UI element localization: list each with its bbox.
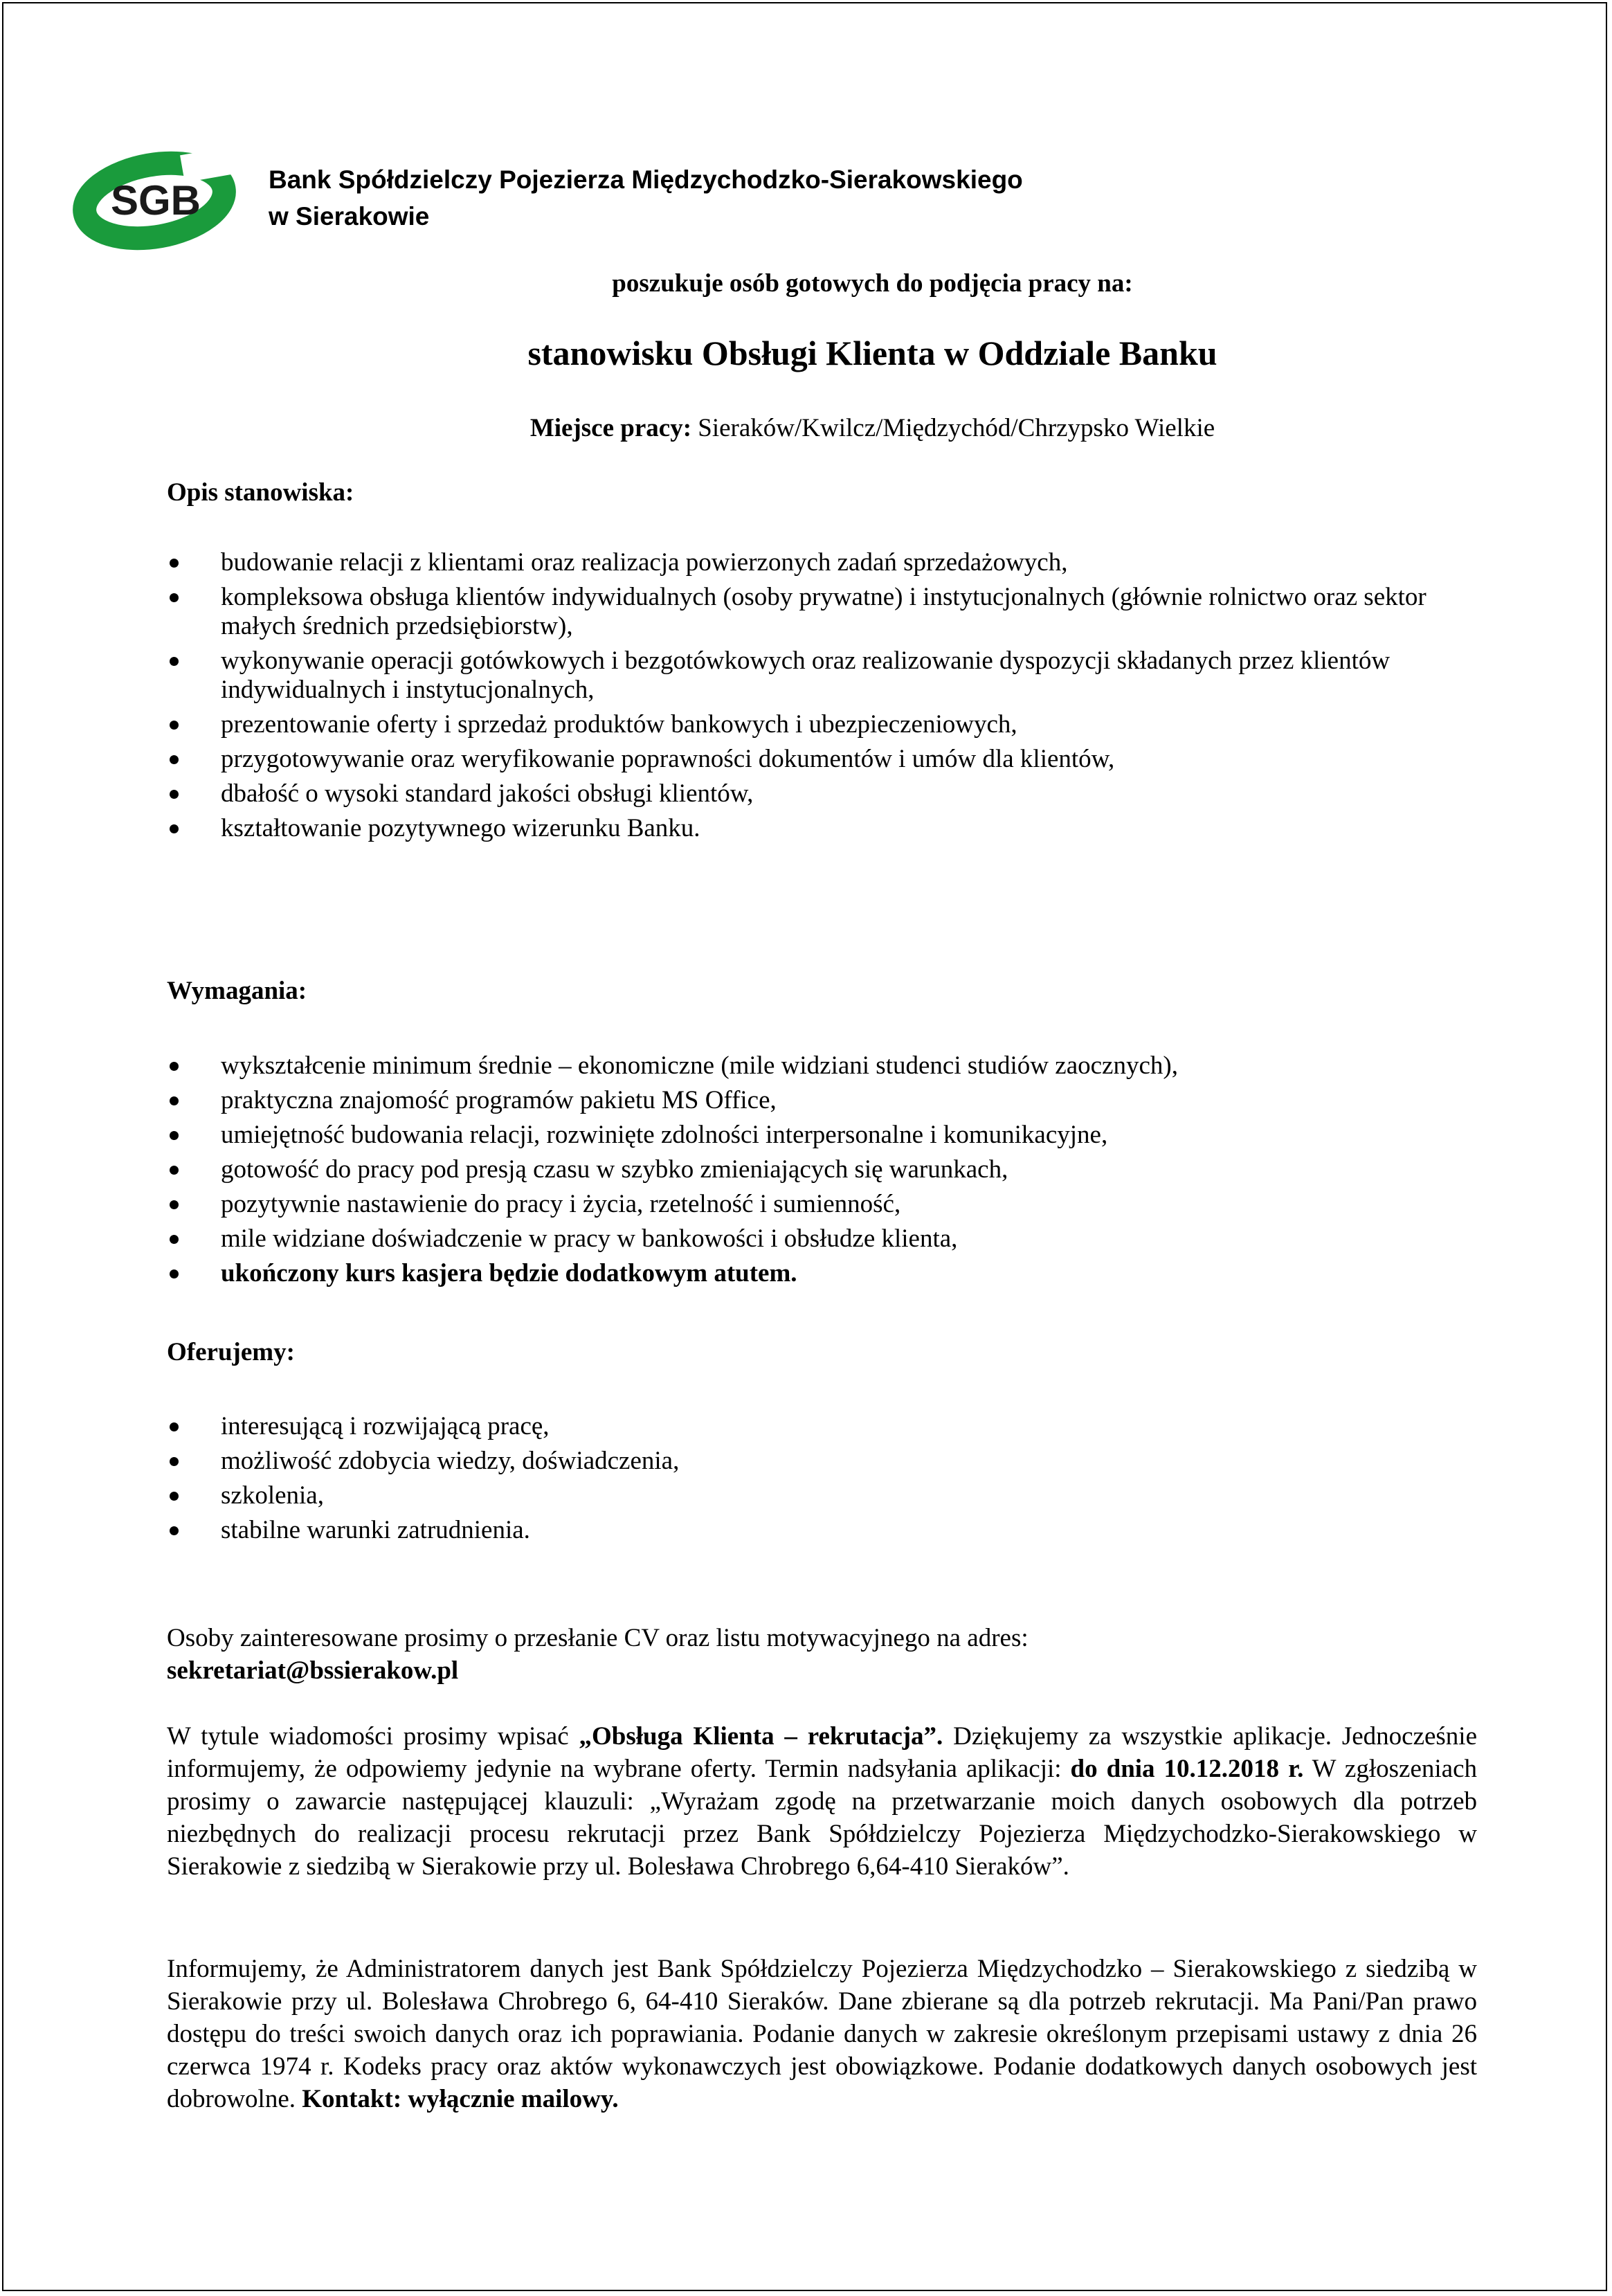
bullet-icon [170,790,179,799]
application-deadline: do dnia 10.12.2018 r. [1070,1755,1304,1783]
list-item: przygotowywanie oraz weryfikowanie poprawności dokumentów i umów dla klientów, [167,745,1477,774]
bullet-icon [170,1422,179,1431]
position-title: stanowisku Obsługi Klienta w Oddziale Banku [527,334,1217,372]
bank-name-line2: w Sierakowie [269,202,430,230]
list-item: ukończony kurs kasjera będzie dodatkowym atutem. [167,1259,1477,1288]
bullet-icon [170,824,179,833]
contact-line: Osoby zainteresowane prosimy o przesłanie CV oraz listu motywacyjnego na adres: [167,1624,1029,1652]
list-item: umiejętność budowania relacji, rozwinięte zdolności interpersonalne i komunikacyjne, [167,1121,1477,1150]
bullet-icon [170,1492,179,1501]
bullet-icon [170,1200,179,1209]
list-item: stabilne warunki zatrudnienia. [167,1516,1477,1545]
bullet-icon [170,721,179,730]
bank-name-line1: Bank Spółdzielczy Pojezierza Międzychodzko-Sierakowskiego [269,165,1023,194]
list-item: mile widziane doświadczenie w pracy w bankowości i obsłudze klienta, [167,1224,1477,1254]
bullet-icon [170,1269,179,1278]
seeking-line: poszukuje osób gotowych do podjęcia pracy na: [612,269,1133,298]
bullet-icon [170,1096,179,1105]
list-item: budowanie relacji z klientami oraz realizacja powierzonych zadań sprzedażowych, [167,548,1477,577]
gdpr-paragraph: Informujemy, że Administratorem danych jest Bank Spółdzielczy Pojezierza Międzychodzko – Sierakowskiego z siedzibą w Sierakowie przy ul. Bolesława Chrobrego 6, 64-410 Sieraków. Dane zbierane są dla potrzeb rekrutacji. Ma Pani/Pan prawo dostępu do treści swoich danych oraz ich poprawiania. Podanie danych w zakresie określonym przepisami ustawy z dnia 26 czerwca 1974 r. Kodeks pracy oraz aktów wykonawczych jest obowiązkowe. Podanie dodatkowych danych osobowych jest dobrowolne. Kontakt: wyłącznie mailowy. [167,1955,1477,2113]
list-item: wykonywanie operacji gotówkowych i bezgotówkowych oraz realizowanie dyspozycji składanych przez klientów indywidualnych i instytucjonalnych, [167,647,1477,705]
bullet-icon [170,593,179,602]
list-item: praktyczna znajomość programów pakietu MS Office, [167,1086,1477,1115]
bullet-icon [170,1457,179,1466]
list-item: wykształcenie minimum średnie – ekonomiczne (mile widziani studenci studiów zaocznych), [167,1051,1477,1081]
application-subject: „Obsługa Klienta – rekrutacja”. [579,1722,943,1751]
list-item: dbałość o wysoki standard jakości obsługi klientów, [167,779,1477,808]
bullet-icon [170,1235,179,1244]
requirements-heading: Wymagania: [167,977,307,1005]
list-item: interesującą i rozwijającą pracę, [167,1412,1477,1441]
application-paragraph: W tytule wiadomości prosimy wpisać „Obsługa Klienta – rekrutacja”. Dziękujemy za wszystkie aplikacje. Jednocześnie informujemy, że odpowiemy jedynie na wybrane oferty. Termin nadsyłania aplikacji: do dnia 10.12.2018 r. W zgłoszeniach prosimy o zawarcie następującej klauzuli: „Wyrażam zgodę na przetwarzanie moich danych osobowych dla potrzeb niezbędnych do realizacji procesu rekrutacji przez Bank Spółdzielczy Pojezierza Międzychodzko-Sierakowskiego w Sierakowie z siedzibą w Sierakowie przy ul. Bolesława Chrobrego 6,64-410 Sieraków”. [167,1722,1478,1881]
bullet-icon [170,1526,179,1535]
offer-list [167,1412,1477,1551]
bank-name [269,161,1023,235]
workplace-value: Sieraków/Kwilcz/Międzychód/Chrzypsko Wielkie [691,414,1215,442]
list-item: prezentowanie oferty i sprzedaż produktów bankowych i ubezpieczeniowych, [167,710,1477,739]
bullet-icon [170,559,179,568]
list-item: kształtowanie pozytywnego wizerunku Banku. [167,814,1477,843]
list-item: pozytywnie nastawienie do pracy i życia, rzetelność i sumienność, [167,1190,1477,1219]
list-item: możliwość zdobycia wiedzy, doświadczenia, [167,1447,1477,1476]
bullet-icon [170,657,179,666]
logo-text: SGB [110,177,201,224]
bullet-icon [170,1062,179,1071]
requirements-list [167,1051,1477,1294]
contact-block [167,1622,1477,1687]
workplace-label: Miejsce pracy: [529,414,692,442]
description-list [167,548,1477,849]
bullet-icon [170,1131,179,1140]
list-item: szkolenia, [167,1481,1477,1510]
gdpr-contact-note: Kontakt: wyłącznie mailowy. [302,2085,619,2113]
workplace-line [3,413,1606,443]
document-page [2,2,1607,2291]
contact-email: sekretariat@bssierakow.pl [167,1656,459,1685]
bullet-icon [170,755,179,764]
list-item: gotowość do pracy pod presją czasu w szybko zmieniających się warunkach, [167,1155,1477,1184]
offer-heading: Oferujemy: [167,1338,295,1366]
list-item: kompleksowa obsługa klientów indywidualnych (osoby prywatne) i instytucjonalnych (głównie rolnictwo oraz sektor małych średnich przedsiębiorstw), [167,583,1477,641]
bullet-icon [170,1166,179,1175]
description-heading: Opis stanowiska: [167,478,354,507]
sgb-logo [71,145,237,256]
